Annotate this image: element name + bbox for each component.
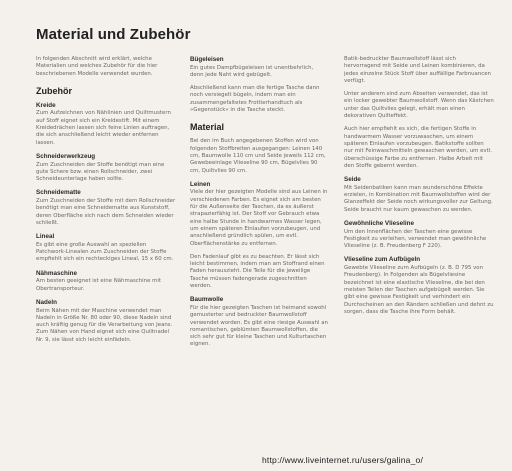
item-title: Lineal — [36, 233, 55, 241]
column-1 — [36, 56, 176, 350]
column-3 — [344, 56, 494, 322]
item-text: Abschließend kann man die fertige Tasche dann noch versiegelt bügeln, indem man ein zusammengefaltetes Frottierhandtuch als »Gegenstück« in die Tasche steckt. — [190, 85, 320, 114]
item-title: Kreide — [36, 101, 56, 109]
item-title: Gewöhnliche Vlieseline — [344, 219, 414, 227]
item-text: Zum Zuschneiden der Stoffe mit dem Rollschneider benötigt man eine Schneidematte aus Kunststoff, deren Oberfläche sich nach dem Schneiden wieder schließt. — [36, 198, 176, 226]
item-title: Nadeln — [36, 298, 57, 306]
section-heading-material: Material — [190, 122, 225, 133]
item-text: Am besten geeignet ist eine Nähmaschine mit Obertransporteur. — [36, 278, 161, 292]
item-title: Schneiderwerkzeug — [36, 152, 96, 160]
item-title: Seide — [344, 176, 361, 184]
item-text: Um den Innenflächen der Taschen eine gewisse Festigkeit zu verleihen, verwendet man gewöhnliche Vlieseline (z. B. Freudenberg F 220). — [344, 228, 487, 250]
item-title: Leinen — [190, 180, 211, 188]
item-text: Auch hier empfiehlt es sich, die fertigen Stoffe in handwarmem Wasser vorzuwaschen, um einem späteren Einlaufen vorzubeugen. Batikstoffe sollten nur mit Feinwaschmitteln gewaschen werden, um evtl. überschüssige Farbe zu entfernen. Halbe Arbeit mit den Stoffe gebernt werden. — [344, 126, 492, 169]
item-text: Für die hier gezeigten Taschen ist heimand sowohl gemusterter und bedruckter Baumwollstoff verwendet worden. Es gibt eine riesige Auswahl an romantischen, geblümten Baumwollstoffen, die sich sehr gut für kleine Taschen und Kulturtaschen eignen. — [190, 304, 328, 348]
item-text: Zum Aufzeichnen von Nählinien und Quiltmustern auf Stoff eignet sich ein Kreidestift. Mit einem Kreidedrächen lassen sich feine Linien auftragen, die sich anschließend leicht wieder entfernen lassen. — [36, 110, 171, 146]
item-title: Schneidematte — [36, 189, 81, 197]
item-text: Es gibt eine große Auswahl an speziellen Patchwork-Linealen zum Zuschneiden der Stoffe empfiehlt sich ein rechteckiges Lineal, 15 x 60 cm. — [36, 241, 174, 263]
section-heading-zubehoer: Zubehör — [36, 85, 72, 96]
item-text: Batik-bedruckter Baumwollstoff lässt sich hervorragend mit Seide und Leinen kombinieren, da jedes einzelne Stück Stoff über auffällige Farbnuancen verfügt. — [344, 56, 491, 84]
source-url-watermark: http://www.liveinternet.ru/users/galina_o/ — [262, 455, 424, 465]
item-title: Bügeleisen — [190, 56, 224, 63]
intro-paragraph: In folgenden Abschnitt wird erklärt, welche Materialien und welches Zubehör für die hier beschriebenen Modelle verwendet wurden. — [36, 56, 158, 77]
column-2 — [190, 56, 328, 355]
item-title: Baumwolle — [190, 296, 224, 304]
item-title: Vlieseline zum Aufbügeln — [344, 256, 421, 264]
item-title: Nähmaschine — [36, 269, 77, 277]
item-text: Ein gutes Dampfbügeleisen ist unentbehrlich, denn jede Naht wird gebügelt. — [190, 64, 314, 78]
page-title: Material und Zubehör — [36, 26, 191, 43]
item-text: Unter anderem sind zum Abseiten verwendet, das ist ein locker gewebter Baumwollstoff. Wenn das Kästchen unter das Quiltvlies gelegt, erhält man einen dekorativen Quilteffekt. — [344, 91, 494, 120]
item-text: Mit Seidenbatiken kann man wunderschöne Effekte erzielen, in Kombination mit Baumwollstoffen wird der Glanzeffekt der Seide noch wirkungsvoller zur Geltung. Seide braucht nur kaum gewaschen zu werden. — [344, 184, 493, 213]
item-text: Bei den im Buch angegebenen Stoffen wird von folgenden Stoffbreiten ausgegangen: Leinen 140 cm, Baumwolle 110 cm und Seide jeweils 112 cm, Gewebeeinlage Vlieseline 90 cm, Bügelvlies 90 cm, Quiltvlies 90 cm. — [190, 138, 326, 174]
item-text: Viele der hier gezeigten Modelle sind aus Leinen in verschiedenen Farben. Es eignet sich am besten für die Außenseite der Taschen, da es äußerst strapazierfähig ist. Der Stoff vor Gebrauch etwa eine halbe Stunde in handwarmes Wasser legen, um einem späteren Einlaufen vorzubeugen, und anschließend gründlich spülen, um evtl. Oberflächenstärke zu entfernen. — [190, 189, 328, 247]
item-text: Den Fadenlauf gibt es zu beachten. Er lässt sich leicht bestimmen, indem man am Stoffrand einen Faden herauszieht. Die Teile für die jeweilige Tasche müssen fadengerade zugeschnitten werden. — [190, 253, 325, 290]
item-text: Beim Nähen mit der Maschine verwendet man Nadeln in Größe Nr. 80 oder 90, diese Nadeln sind auch kräftig genug für die Verarbeitung von Jeans. Zum Nähen von Hand eignet sich eine Quiltnadel Nr. 9, sie lässt sich leicht einfädeln. — [36, 307, 173, 343]
item-text: Zum Zuschneiden der Stoffe benötigt man eine gute Schere bzw. einen Rollschneider, zwei Schneideunterlage haben sollte. — [36, 161, 165, 183]
item-text: Gewebte Vlieseline zum Aufbügeln (z. B. D 795 von Freudenberg). In Folgenden als Bügelvliesine bezeichnet ist eine elastische Vlieseline, die bei den meisten Teilen der Taschen aufgebügelt werden. Sie gibt eine gewisse Festigkeit und verhindert ein Durchscheinen an den Rändern schließen und dehnt zu sorgen, dass die Tasche ihre Form behält. — [344, 265, 494, 315]
